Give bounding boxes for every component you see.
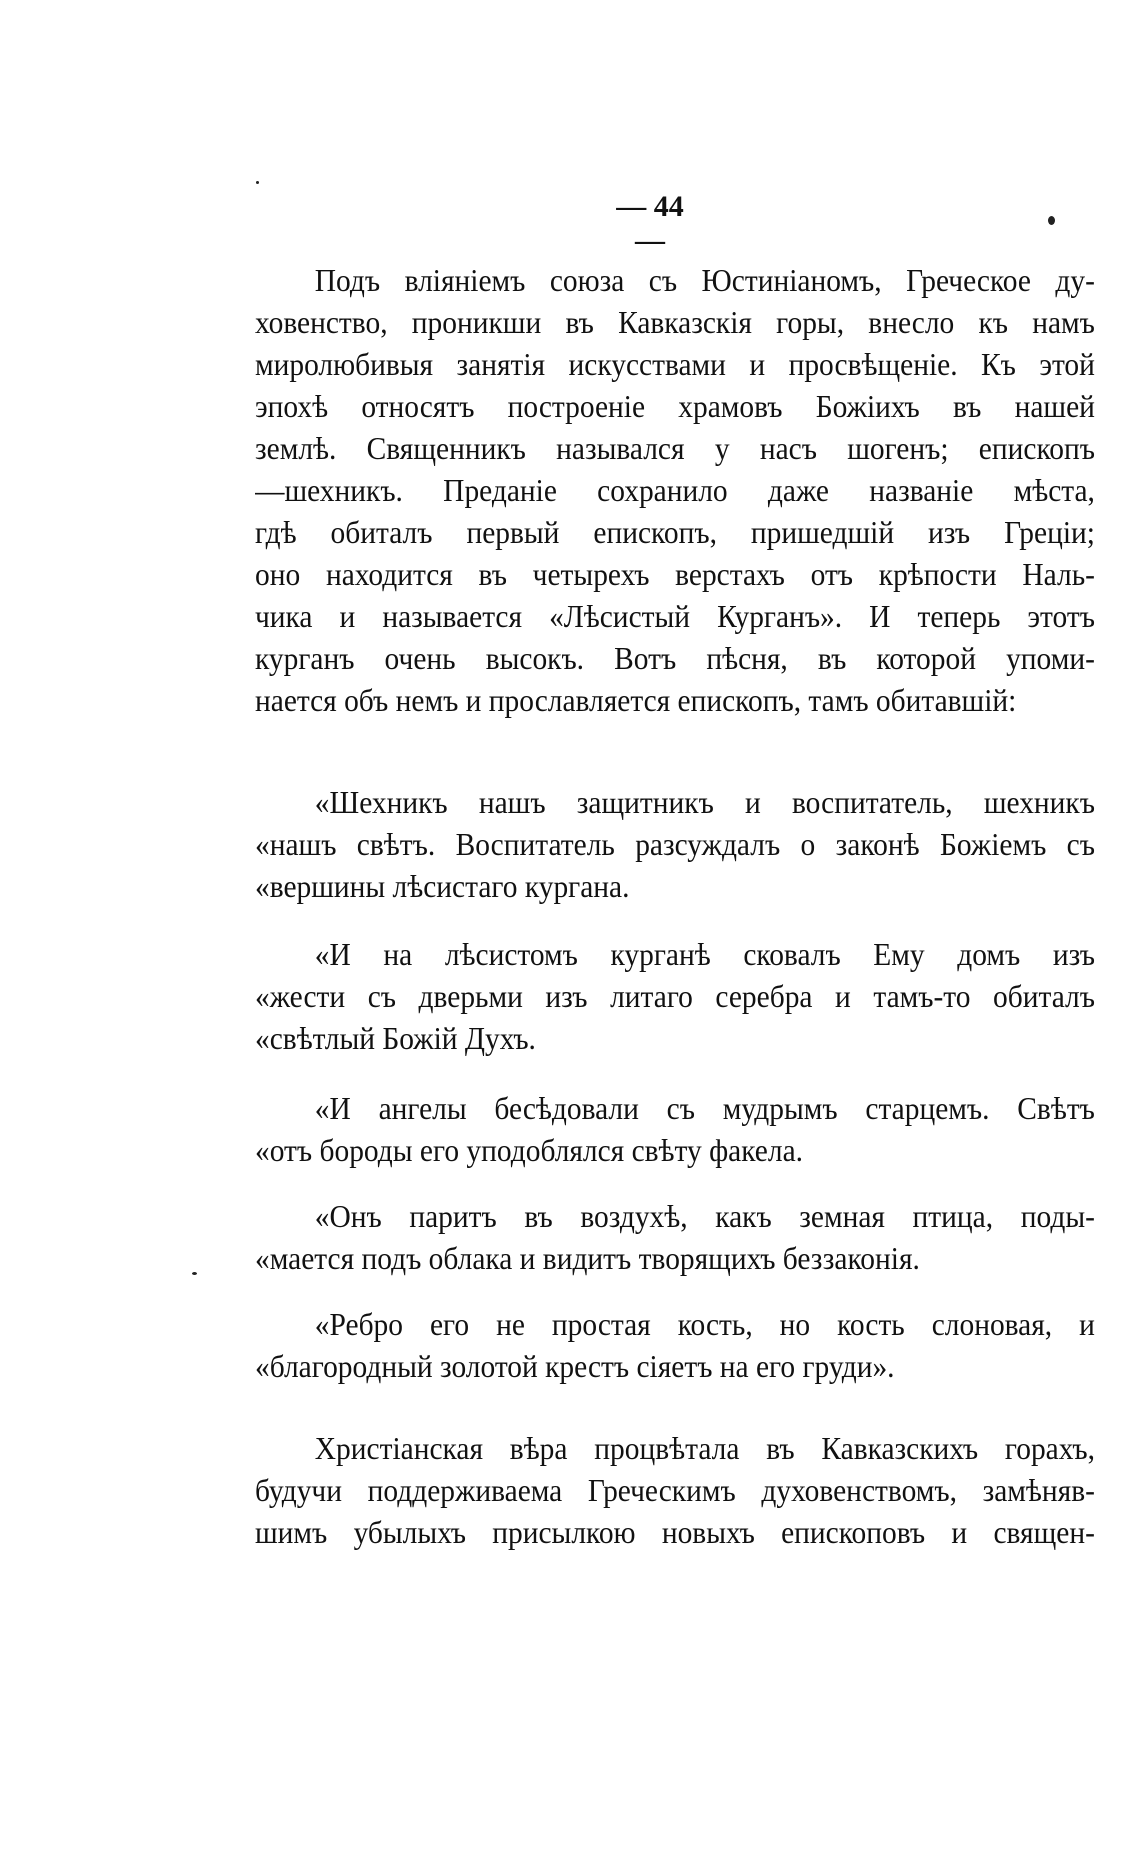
word: горы,	[776, 304, 845, 340]
word: Подъ	[314, 262, 381, 298]
song-verse-2	[255, 936, 1140, 1062]
word: и	[835, 978, 851, 1014]
word: епископовъ	[781, 1514, 926, 1550]
word: о	[800, 826, 816, 862]
text-line: «вершины лѣсистаго кургана.	[255, 868, 630, 904]
word: шогенъ;	[847, 430, 949, 466]
text-line: «отъ бороды его уподоблялся свѣту факела.	[255, 1132, 803, 1168]
word: и	[749, 346, 766, 382]
word: союза	[549, 262, 625, 298]
word: священ-	[993, 1514, 1095, 1550]
word: называется	[382, 598, 523, 634]
word: «И	[314, 1090, 351, 1126]
word: простая	[551, 1306, 651, 1342]
word: ангелы	[378, 1090, 467, 1126]
text-line	[255, 1430, 1095, 1472]
word: присылкою	[492, 1514, 636, 1550]
word: этой	[1039, 346, 1095, 382]
paragraph-1	[255, 262, 1140, 724]
word: внесло	[868, 304, 955, 340]
word: духовенствомъ,	[761, 1472, 957, 1508]
word: въ	[817, 640, 847, 676]
word: епископъ	[978, 430, 1095, 466]
word: и	[951, 1514, 968, 1550]
word: упоми-	[1006, 640, 1095, 676]
word: мѣста,	[1013, 472, 1095, 508]
word: ховенство,	[255, 304, 388, 340]
text-line	[255, 1198, 1095, 1240]
word: —шехникъ.	[255, 472, 403, 508]
word: Божіемъ	[939, 826, 1047, 862]
word: названіе	[869, 472, 974, 508]
text-line: «мается подъ облака и видитъ творящихъ беззаконія.	[255, 1240, 920, 1276]
text-line	[255, 936, 1095, 978]
word: проникши	[411, 304, 542, 340]
text-line	[255, 1472, 1095, 1514]
word: шехникъ	[983, 784, 1095, 820]
word: въ	[478, 556, 507, 592]
word: литаго	[610, 978, 693, 1014]
word: въ	[565, 304, 594, 340]
word: и	[745, 784, 761, 820]
word: процвѣтала	[594, 1430, 740, 1466]
word: намъ	[1032, 304, 1095, 340]
text-line	[255, 346, 1095, 388]
word: не	[496, 1306, 525, 1342]
word: землѣ.	[255, 430, 337, 466]
word: но	[779, 1306, 811, 1342]
word: Кавказскихъ	[821, 1430, 979, 1466]
word: его	[429, 1306, 470, 1342]
word: «нашъ	[255, 826, 337, 862]
text-line	[255, 640, 1095, 682]
word: находится	[325, 556, 453, 592]
word: будучи	[255, 1472, 342, 1508]
text-line	[255, 1306, 1095, 1348]
text-line	[255, 388, 1095, 430]
word: обиталъ	[993, 978, 1095, 1014]
word: Преданіе	[443, 472, 557, 508]
word: этотъ	[1027, 598, 1095, 634]
word: курганѣ	[610, 936, 711, 972]
word: поддерживаема	[367, 1472, 563, 1508]
text-line	[255, 784, 1095, 826]
page-number: — 44 —	[616, 190, 684, 257]
word: сковалъ	[743, 936, 841, 972]
text-line	[255, 514, 1095, 556]
word: вліяніемъ	[404, 262, 526, 298]
word: изъ	[545, 978, 588, 1014]
text-line: нается объ немъ и прославляется епископъ, тамъ обитавшій:	[255, 682, 1017, 718]
word: шимъ	[255, 1514, 328, 1550]
word: Наль-	[1022, 556, 1095, 592]
word: миролюбивыя	[255, 346, 434, 382]
word: какъ	[715, 1198, 772, 1234]
word: съ	[648, 262, 678, 298]
word: у	[714, 430, 730, 466]
text-line	[255, 262, 1095, 304]
word: просвѣщеніе.	[788, 346, 958, 382]
word: старцемъ.	[865, 1090, 990, 1126]
word: теперь	[917, 598, 1001, 634]
word: Греческимъ	[587, 1472, 736, 1508]
word: воздухѣ,	[580, 1198, 688, 1234]
word: съ	[367, 978, 397, 1014]
word: бесѣдовали	[494, 1090, 639, 1126]
text-line	[255, 598, 1095, 640]
word: въ	[952, 388, 982, 424]
text-line	[255, 826, 1095, 868]
word: обиталъ	[330, 514, 433, 550]
word: убылыхъ	[353, 1514, 466, 1550]
word: горахъ,	[1004, 1430, 1095, 1466]
text-line	[255, 1090, 1095, 1132]
word: эпохѣ	[255, 388, 329, 424]
word: «Онъ	[314, 1198, 382, 1234]
text-line: «благородный золотой крестъ сіяетъ на его груди».	[255, 1348, 895, 1384]
word: Греціи;	[1004, 514, 1095, 550]
word: ду-	[1055, 262, 1095, 298]
word: слоновая,	[931, 1306, 1053, 1342]
word: съ	[666, 1090, 695, 1126]
word: храмовъ	[678, 388, 783, 424]
word: высокъ.	[485, 640, 585, 676]
scan-speck	[1048, 216, 1055, 225]
word: «Шехникъ	[314, 784, 448, 820]
word: четырехъ	[532, 556, 650, 592]
word: съ	[1066, 826, 1095, 862]
word: Курганъ».	[717, 598, 843, 634]
word: замѣняв-	[982, 1472, 1095, 1508]
word: въ	[524, 1198, 553, 1234]
word: нашей	[1014, 388, 1095, 424]
word: птица,	[912, 1198, 994, 1234]
word: разсуждалъ	[635, 826, 781, 862]
text-line	[255, 430, 1095, 472]
word: вѣра	[509, 1430, 568, 1466]
word: мудрымъ	[722, 1090, 838, 1126]
word: верстахъ	[675, 556, 785, 592]
song-verse-4	[255, 1198, 1140, 1282]
word: Юстиніаномъ,	[701, 262, 882, 298]
word: оно	[255, 556, 301, 592]
word: поды-	[1020, 1198, 1095, 1234]
word: земная	[799, 1198, 885, 1234]
word: Христіанская	[314, 1430, 484, 1466]
word: изъ	[1052, 936, 1095, 972]
word: которой	[876, 640, 976, 676]
word: чика	[255, 598, 313, 634]
word: лѣсистомъ	[444, 936, 578, 972]
word: законѣ	[835, 826, 920, 862]
word: И	[869, 598, 891, 634]
word: отъ	[810, 556, 854, 592]
word: относятъ	[361, 388, 475, 424]
word: построеніе	[507, 388, 646, 424]
word: свѣтъ.	[356, 826, 436, 862]
word: Воспитатель	[455, 826, 615, 862]
text-line	[255, 1514, 1095, 1556]
text-line	[255, 556, 1095, 598]
word: «жести	[255, 978, 346, 1014]
word: епископъ,	[593, 514, 717, 550]
word: кость,	[677, 1306, 753, 1342]
word: насъ	[759, 430, 817, 466]
word: «Ребро	[314, 1306, 403, 1342]
word: пѣсня,	[706, 640, 788, 676]
word: искусствами	[568, 346, 726, 382]
word: «Лѣсистый	[549, 598, 691, 634]
word: Къ	[981, 346, 1016, 382]
word: дверьми	[418, 978, 523, 1014]
word: Свѣтъ	[1017, 1090, 1095, 1126]
word: курганъ	[255, 640, 355, 676]
word: назывался	[556, 430, 685, 466]
text-line	[255, 978, 1095, 1020]
word: крѣпости	[878, 556, 997, 592]
word: Вотъ	[614, 640, 677, 676]
word: серебра	[715, 978, 813, 1014]
word: занятія	[456, 346, 546, 382]
word: паритъ	[409, 1198, 497, 1234]
word: Кавказскія	[618, 304, 752, 340]
word: въ	[766, 1430, 795, 1466]
song-verse-3	[255, 1090, 1140, 1174]
word: тамъ-то	[873, 978, 971, 1014]
word: изъ	[928, 514, 971, 550]
word: на	[383, 936, 413, 972]
word: и	[339, 598, 356, 634]
word: нашъ	[478, 784, 546, 820]
word: воспитатель,	[791, 784, 953, 820]
scan-speck	[192, 1272, 197, 1275]
word: и	[1079, 1306, 1095, 1342]
word: новыхъ	[661, 1514, 755, 1550]
text-line: «свѣтлый Божій Духъ.	[255, 1020, 536, 1056]
word: Священникъ	[366, 430, 526, 466]
word: даже	[767, 472, 829, 508]
text-line	[255, 472, 1095, 514]
word: защитникъ	[576, 784, 714, 820]
word: Греческое	[906, 262, 1031, 298]
text-line	[255, 304, 1095, 346]
song-verse-1	[255, 784, 1140, 910]
word: «И	[314, 936, 351, 972]
word: первый	[466, 514, 560, 550]
scan-speck	[256, 181, 259, 184]
word: къ	[978, 304, 1008, 340]
word: пришедшій	[750, 514, 895, 550]
paragraph-2	[255, 1430, 1140, 1556]
word: очень	[384, 640, 456, 676]
song-verse-5	[255, 1306, 1140, 1390]
word: сохранило	[597, 472, 728, 508]
word: Божіихъ	[815, 388, 920, 424]
word: кость	[837, 1306, 905, 1342]
word: Ему	[873, 936, 925, 972]
word: гдѣ	[255, 514, 297, 550]
word: домъ	[957, 936, 1021, 972]
